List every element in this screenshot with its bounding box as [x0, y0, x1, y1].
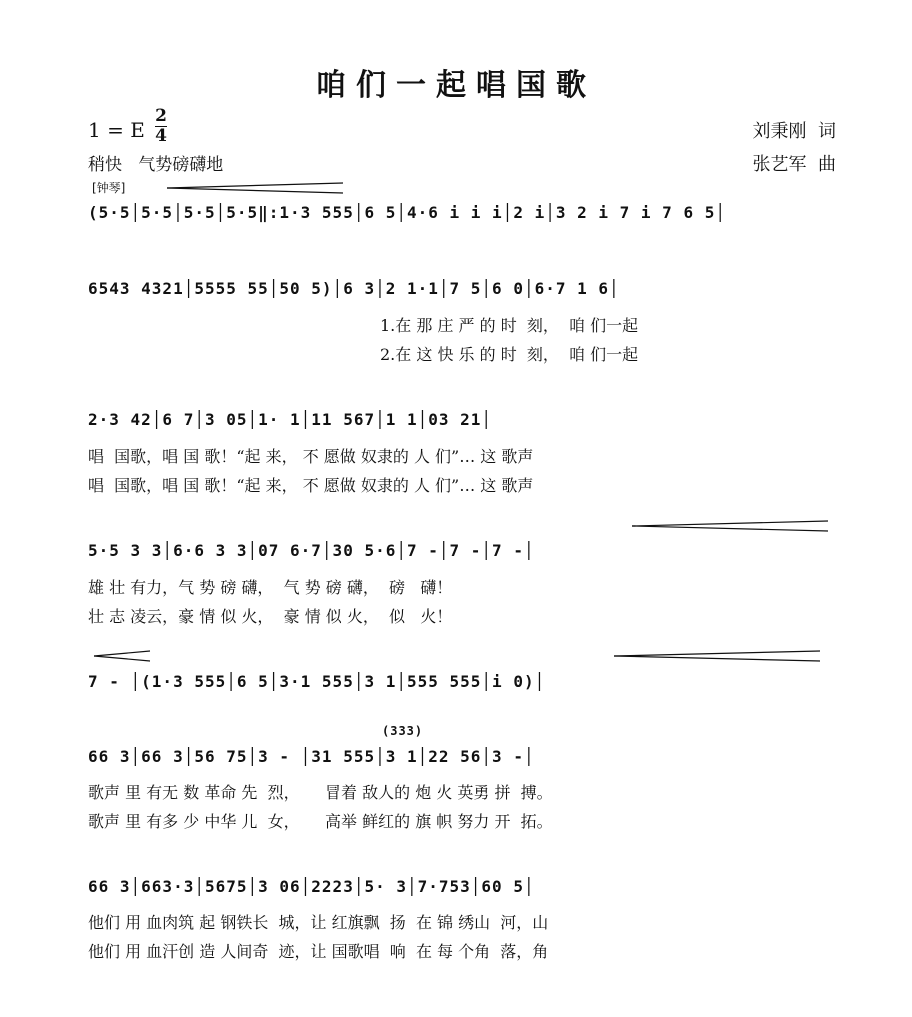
lyric-line-7b: 他们 用 血汗创 造 人间奇 迹，让 国歌唱 响 在 每 个角 落，角 — [88, 942, 549, 961]
song-title: 咱们一起唱国歌 — [316, 68, 596, 103]
time-signature — [153, 108, 169, 145]
notation-line-5: 7 - │(1·3 555│6 5│3·1 555│3 1│555 555│i 0)│ — [88, 672, 546, 691]
notation-line-4: 5·5 3 3│6·6 3 3│07 6·7│30 5·6│7 -│7 -│7 -│ — [88, 541, 535, 560]
lyric-line-4b: 壮 志 凌云，豪 情 似 火， 豪 情 似 火， 似 火！ — [88, 607, 453, 626]
notation-line-7: 66 3│663·3│5675│3 06│2223│5· 3│7·753│60 5│ — [88, 877, 535, 896]
crescendo-hairpin-2 — [92, 649, 152, 663]
decrescendo-hairpin — [165, 181, 345, 195]
lyric-line-6a: 歌声 里 有无 数 革命 先 烈， 冒着 敌人的 炮 火 英勇 拼 搏。 — [88, 783, 553, 802]
lyric-line-3b: 唱 国歌，唱 国 歌！“起 来， 不 愿做 奴隶的 人 们”… 这 歌声 — [88, 476, 534, 495]
lyric-line-3a: 唱 国歌，唱 国 歌！“起 来， 不 愿做 奴隶的 人 们”… 这 歌声 — [88, 447, 534, 466]
notation-line-1: (5·5│5·5│5·5│5·5‖:1·3 555│6 5│4·6 i i i│2 i│3 2 i 7 i 7 6 5│ — [88, 203, 726, 222]
instrument-label: [钟琴] — [92, 181, 126, 195]
notation-line-6: 66 3│66 3│56 75│3 - │31 555│3 1│22 56│3 -│ — [88, 747, 535, 766]
lyric-line-6b: 歌声 里 有多 少 中华 儿 女， 高举 鲜红的 旗 帜 努力 开 拓。 — [88, 812, 553, 831]
crescendo-hairpin-3 — [612, 649, 822, 663]
meter-denominator: 4 — [155, 126, 167, 146]
lyric-line-2b: 2.在 这 快 乐 的 时 刻， 咱 们一起 — [380, 345, 639, 364]
lyric-line-7a: 他们 用 血肉筑 起 钢铁长 城，让 红旗飘 扬 在 锦 绣山 河，山 — [88, 913, 549, 932]
lyric-line-4a: 雄 壮 有力，气 势 磅 礴， 气 势 磅 礴， 磅 礴！ — [88, 578, 453, 597]
notation-line-2: 6543 4321│5555 55│50 5)│6 3│2 1·1│7 5│6 0│6·7 1 6│ — [88, 279, 620, 298]
triplet-annotation: (333) — [382, 724, 424, 738]
notation-line-3: 2·3 42│6 7│3 05│1· 1│11 567│1 1│03 21│ — [88, 410, 493, 429]
meter-numerator: 2 — [155, 106, 167, 126]
composer-credit: 张艺军 曲 — [752, 154, 836, 175]
lyric-line-2a: 1.在 那 庄 严 的 时 刻， 咱 们一起 — [380, 316, 639, 335]
key-signature: 1 = E — [88, 118, 145, 142]
tempo-marking: 稍快 气势磅礴地 — [88, 155, 224, 175]
crescendo-hairpin — [630, 519, 830, 533]
lyricist-credit: 刘秉刚 词 — [752, 121, 836, 142]
